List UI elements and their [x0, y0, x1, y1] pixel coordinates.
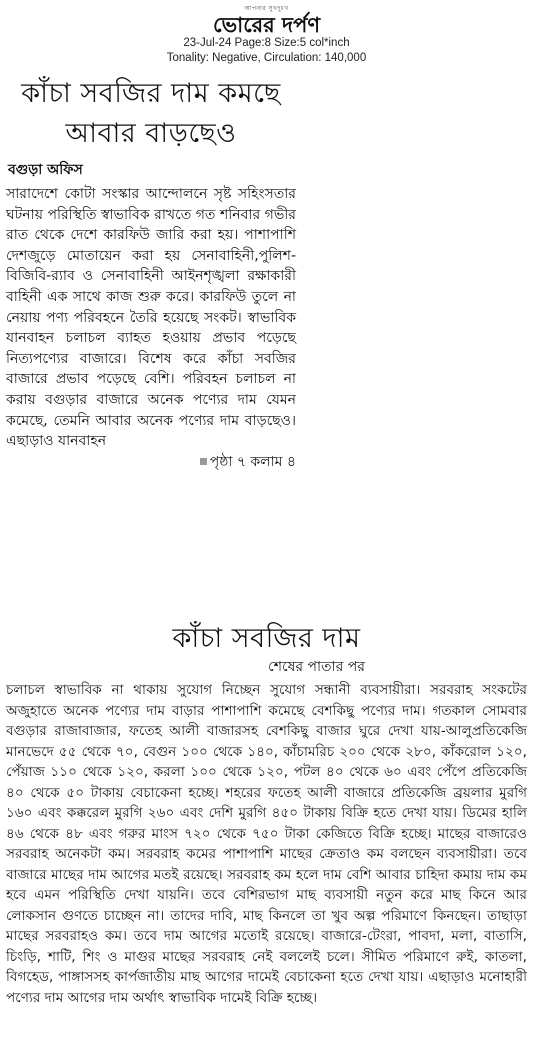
continuation-headline: কাঁচা সবজির দাম: [172, 623, 361, 654]
article-headline: কাঁচা সবজির দাম কমছে আবার বাড়ছেও: [21, 78, 281, 149]
continuation-subhead: শেষের পাতার পর: [268, 659, 365, 675]
square-bullet-icon: [200, 458, 207, 465]
article-body-text: সারাদেশে কোটা সংস্কার আন্দোলনে সৃষ্ট সহিংসতার ঘটনায় পরিস্থিতি স্বাভাবিক রাখতে গত শনিবার গভীর রাত থেকে দেশে কারফিউ জারি করা হয়। পাশাপাশি দেশজুড়ে মোতায়েন করা হয় সেনাবাহিনী,পুলিশ-বিজিবি-র‌্যাব ও সেনাবাহিনী আইনশৃঙ্খলা রক্ষাকারী বাহিনী এক সাথে কাজ শুরু করে। কারফিউ তুলে না নেয়ায় পণ্য পরিবহনে তৈরি হয়েছে সংকট। স্বাভাবিক যানবাহন চলাচল ব্যাহত হওয়ায় প্রভাব পড়েছে নিত্যপণ্যের বাজারে। বিশেষ করে কাঁচা সবজির বাজারে প্রভাব পড়েছে বেশি। পরিবহন চলাচল না করায় বগুড়ার বাজারে অনেক পণ্যের দাম যেমন কমেছে, তেমনি আবার অনেক পণ্যের দাম বাড়ছেও। এছাড়াও যানবাহন: [6, 186, 296, 450]
clip-meta-date-page-size: 23-Jul-24 Page:8 Size:5 col*inch: [183, 37, 350, 49]
continuation-clip: [6, 620, 527, 1008]
masthead-tagline: আপনার সুখদুঃখ: [244, 5, 289, 12]
continued-reference: [6, 452, 296, 473]
continuation-body: চলাচল স্বাভাবিক না থাকায় সুযোগ নিচ্ছেন সুযোগ সন্ধানী ব্যবসায়ীরা। সরবরাহ সংকটের অজুহাতে অনেক পণ্যের দাম বাড়ার পাশাপাশি কমেছে বেশকিছু পণ্যের দাম। গতকাল সোমবার বগুড়ার রাজাবাজার, ফতেহ আলী বাজারসহ বেশকিছু বাজার ঘুরে দেখা যায়-আলুপ্রতিকেজি মানভেদে ৫৫ থেকে ৭০, বেগুন ১০০ থেকে ১৪০, কাঁচামরিচ ২০০ থেকে ২৮০, কাঁকরোল ১২০, পেঁয়াজ ১১০ থেকে ১২০, করলা ১০০ থেকে ১২০, পটল ৪০ থেকে ৬০ এবং পেঁপে প্রতিকেজি ৪০ থেকে ৫০ টাকায় বেচাকেনা হচ্ছে। শহরের ফতেহ আলী বাজারে প্রতিকেজি ব্রয়লার মুরগি ১৬০ এবং কক্করেল মুরগি ২৬০ এবং দেশি মুরগি ৪৫০ টাকায় বিক্রি হতে দেখা যায়। ডিমের হালি ৪৬ থেকে ৪৮ এবং গরুর মাংস ৭২০ থেকে ৭৫০ টাকা কেজিতে বিক্রি হচ্ছে। মাছের বাজারেও সরবরাহ অনেকটা কম। সরবরাহ কমের পাশাপাশি মাছের ক্রেতাও কম বলছেন ব্যবসায়ীরা। তবে বাজারে মাছের দাম আগের মতই রয়েছে। সরবরাহ কম হলে দাম বেশি আবার চাহিদা কমায় দাম কম হবে এমন পরিস্থিতি দেখা যায়নি। তবে বেশিরভাগ মাছ ব্যবসায়ী নতুন করে মাছ কিনে আর লোকসান গুণতে চাচ্ছেন না। তাদের দাবি, মাছ কিনলে তা খুব অল্প পরিমাণে কিনছেন। তাছাড়া মাছের সরবরাহও কম। তবে দাম আগের মতোই রয়েছে। বাজারে-টেংরা, পাবদা, মলা, বাতাসি, চিংড়ি, শাটি, শিং ও মাগুর মাছের সরবরাহ নেই বললেই চলে। সীমিত পরিমাণে রুই, কাতলা, বিগহেড, পাঙ্গাসসহ কার্পজাতীয় মাছ আগের দামেই বেচাকেনা হতে দেখা যায়। এছাড়াও মনোহারী পণ্যের দাম আগের দাম অর্থাৎ স্বাভাবিক দামেই বিক্রি হচ্ছে।: [6, 682, 527, 1006]
article-clip: [6, 74, 296, 472]
clip-meta-tonality-circulation: Tonality: Negative, Circulation: 140,000: [166, 52, 367, 64]
publication-logo: ভোরের দর্পণ: [212, 12, 321, 37]
masthead: [0, 0, 533, 66]
continued-reference-text: পৃষ্ঠা ৭ কলাম ৪: [209, 453, 296, 470]
article-byline: বগুড়া অফিস: [8, 162, 83, 178]
article-body: [6, 184, 296, 472]
